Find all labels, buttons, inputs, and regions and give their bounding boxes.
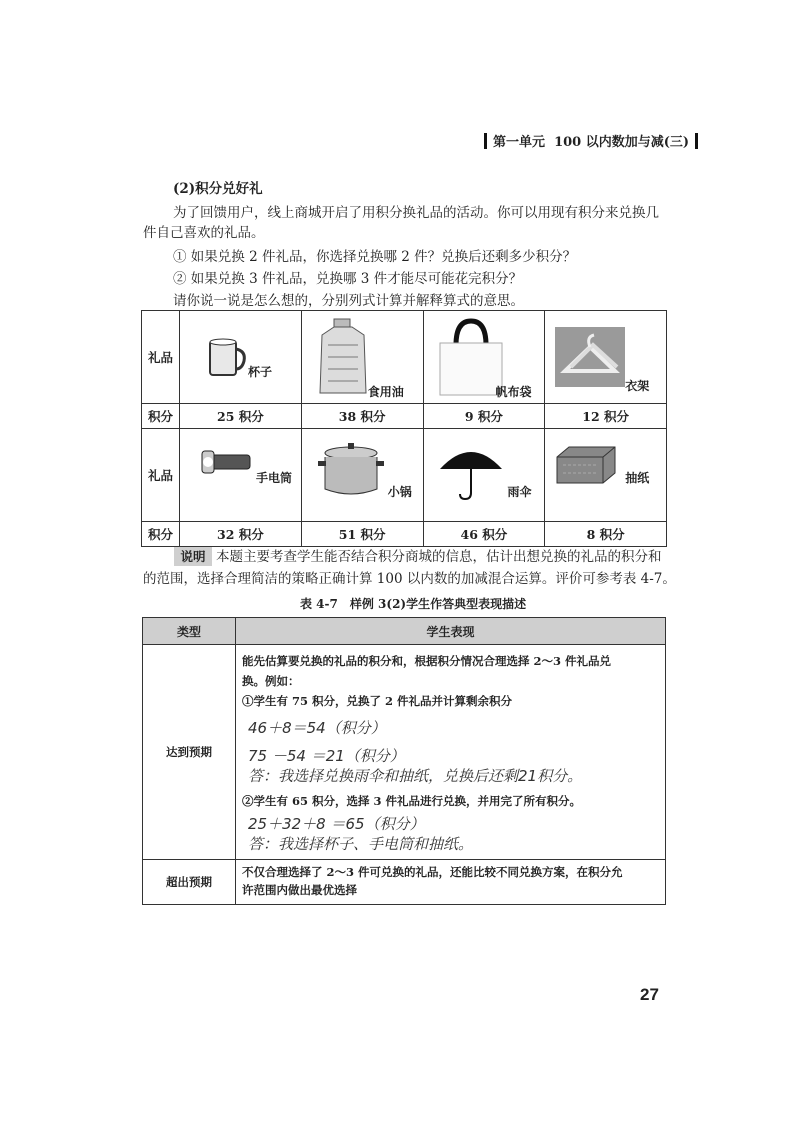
gift-label: 礼品 bbox=[142, 429, 180, 522]
gift-name: 抽纸 bbox=[625, 471, 650, 485]
gift-cell-flashlight bbox=[180, 429, 302, 522]
gift-name: 小锅 bbox=[387, 485, 412, 499]
intro-line-1: 为了回馈用户，线上商城开启了用积分换礼品的活动。你可以用现有积分来兑换几 bbox=[173, 205, 659, 221]
gift-table bbox=[141, 310, 667, 547]
perf-line: 不仅合理选择了 2～3 件可兑换的礼品，还能比较不同兑换方案，在积分允 bbox=[242, 865, 623, 879]
gift-points: 51 积分 bbox=[301, 522, 423, 547]
page-number: 27 bbox=[640, 985, 659, 1004]
header-unit: 第一单元 bbox=[493, 135, 546, 150]
handwritten-answer: 46＋8＝54（积分） bbox=[248, 719, 386, 737]
perf-line: ②学生有 65 积分，选择 3 件礼品进行兑换，并用完了所有积分。 bbox=[242, 794, 582, 808]
gift-cell-pot bbox=[301, 429, 423, 522]
handwritten-answer: 答：我选择杯子、手电筒和抽纸。 bbox=[248, 835, 474, 853]
gift-points: 12 积分 bbox=[545, 404, 667, 429]
row-type-exceeds: 超出预期 bbox=[143, 860, 236, 905]
gift-points: 9 积分 bbox=[423, 404, 545, 429]
gift-points: 46 积分 bbox=[423, 522, 545, 547]
instruction: 请你说一说是怎么想的，分别列式计算并解释算式的意思。 bbox=[173, 293, 524, 309]
head-type: 类型 bbox=[143, 618, 236, 645]
gift-points: 32 积分 bbox=[180, 522, 302, 547]
perf-line: 许范围内做出最优选择 bbox=[242, 883, 357, 897]
note-line-1: 本题主要考查学生能否结合积分商城的信息，估计出想兑换的礼品的积分和 bbox=[216, 549, 662, 565]
row-type-meets: 达到预期 bbox=[143, 645, 236, 860]
gift-name: 衣架 bbox=[625, 379, 650, 393]
intro-line-2: 件自己喜欢的礼品。 bbox=[143, 225, 265, 241]
handwritten-answer: 25＋32＋8 ＝65（积分） bbox=[248, 815, 425, 833]
head-performance: 学生表现 bbox=[236, 618, 666, 645]
points-label: 积分 bbox=[142, 522, 180, 547]
running-header bbox=[478, 131, 700, 155]
gift-label: 礼品 bbox=[142, 311, 180, 404]
perf-line: 换。例如： bbox=[242, 674, 300, 688]
gift-cell-tissue bbox=[545, 429, 667, 522]
row-performance-meets bbox=[236, 645, 666, 860]
header-title: 100 以内数加与减(三) bbox=[554, 135, 690, 150]
gift-name: 食用油 bbox=[367, 385, 404, 399]
table-caption: 表 4-7 样例 3(2)学生作答典型表现描述 bbox=[300, 597, 527, 611]
note-line-2: 的范围，选择合理简洁的策略正确计算 100 以内数的加减混合运算。评价可参考表 4-7。 bbox=[143, 571, 676, 587]
gift-name: 雨伞 bbox=[507, 485, 532, 499]
perf-line: ①学生有 75 积分，兑换了 2 件礼品并计算剩余积分 bbox=[242, 694, 513, 708]
gift-cell-bag bbox=[423, 311, 545, 404]
gift-points: 38 积分 bbox=[301, 404, 423, 429]
mug-icon bbox=[208, 337, 248, 381]
gift-cell-hanger bbox=[545, 311, 667, 404]
question-1: ① 如果兑换 2 件礼品，你选择兑换哪 2 件？兑换后还剩多少积分？ bbox=[173, 249, 577, 265]
gift-name: 帆布袋 bbox=[495, 385, 532, 399]
perf-line: 能先估算要兑换的礼品的积分和，根据积分情况合理选择 2～3 件礼品兑 bbox=[242, 654, 612, 668]
performance-table bbox=[142, 617, 666, 905]
tissue-box-icon bbox=[555, 445, 617, 485]
flashlight-icon bbox=[200, 447, 252, 477]
hanger-icon bbox=[555, 327, 625, 387]
header-bar-right bbox=[695, 133, 698, 149]
gift-name: 杯子 bbox=[248, 365, 273, 379]
gift-cell-mug bbox=[180, 311, 302, 404]
points-label: 积分 bbox=[142, 404, 180, 429]
gift-points: 8 积分 bbox=[545, 522, 667, 547]
pot-icon bbox=[318, 441, 384, 501]
handwritten-answer: 答：我选择兑换雨伞和抽纸，兑换后还剩21积分。 bbox=[248, 767, 583, 785]
handwritten-answer: 75 －54 ＝21（积分） bbox=[248, 747, 405, 765]
gift-points: 25 积分 bbox=[180, 404, 302, 429]
oil-bottle-icon bbox=[314, 317, 372, 397]
gift-cell-oil bbox=[301, 311, 423, 404]
note-tag: 说明 bbox=[174, 547, 212, 566]
gift-name: 手电筒 bbox=[256, 471, 293, 485]
section-title: (2)积分兑好礼 bbox=[173, 181, 263, 197]
umbrella-icon bbox=[438, 439, 504, 501]
row-performance-exceeds bbox=[236, 860, 666, 905]
header-bar-left bbox=[484, 133, 487, 149]
question-2: ② 如果兑换 3 件礼品，兑换哪 3 件才能尽可能花完积分？ bbox=[173, 271, 523, 287]
gift-cell-umbrella bbox=[423, 429, 545, 522]
